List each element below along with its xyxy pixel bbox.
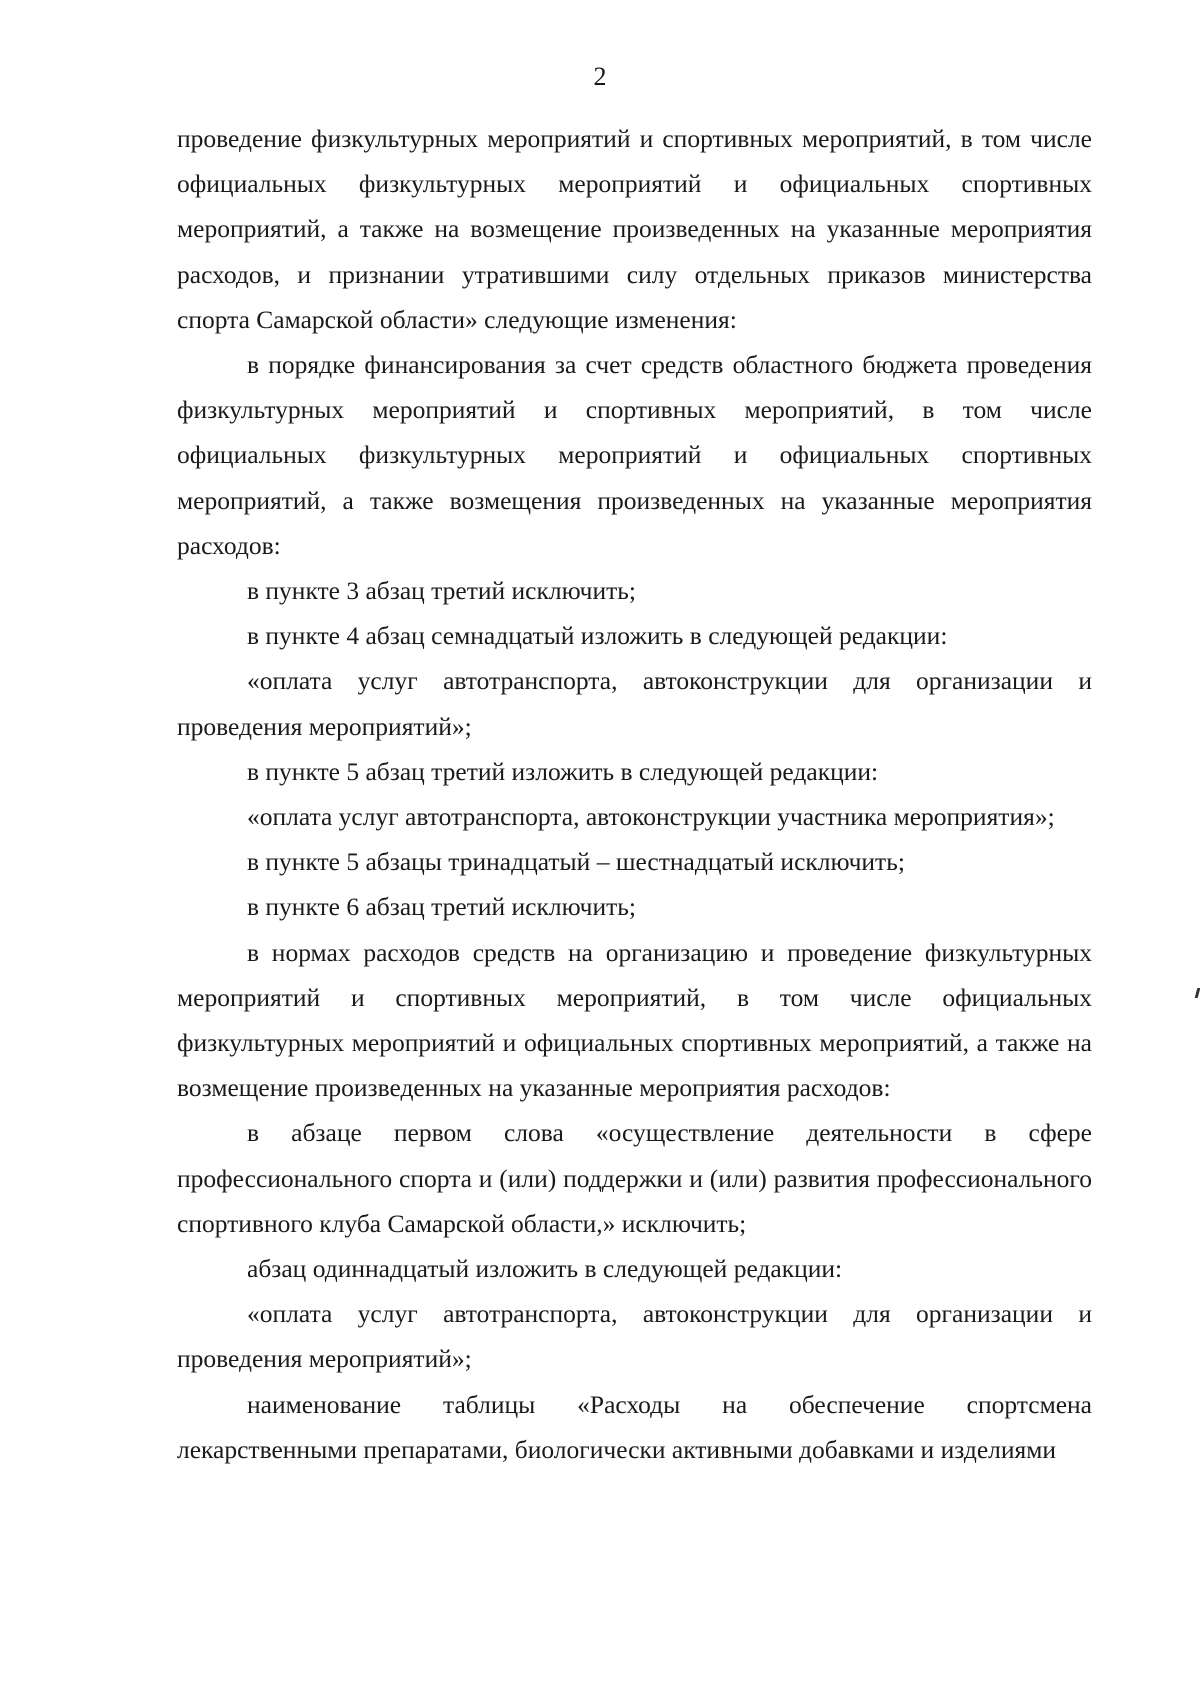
paragraph-13: «оплата услуг автотранспорта, автоконструкции для организации и проведения мероприятий»; <box>177 1299 1092 1374</box>
paragraph-8: в пункте 5 абзацы тринадцатый – шестнадцатый исключить; <box>247 847 905 877</box>
paragraph-3: в пункте 3 абзац третий исключить; <box>247 576 636 606</box>
paragraph-14: наименование таблицы «Расходы на обеспечение спортсмена лекарственными препаратами, биологически активными добавками и изделиями <box>177 1389 1092 1464</box>
paragraph-2: в порядке финансирования за счет средств областного бюджета проведения физкультурных мероприятий и спортивных мероприятий, в том числе официальных физкультурных мероприятий и официальных спортивных мероприятий, а также возмещения произведенных на указанные мероприятия расходов: <box>177 350 1092 560</box>
paragraph-1: проведение физкультурных мероприятий и спортивных мероприятий, в том числе официальных физкультурных мероприятий и официальных спортивных мероприятий, а также на возмещение произведенных на указанные мероприятия расходов, и признании утратившими силу отдельных приказов министерства спорта Самарской области» следующие изменения: <box>177 124 1092 334</box>
paragraph-7: «оплата услуг автотранспорта, автоконструкции участника мероприятия»; <box>247 802 1055 832</box>
scan-artifact-mark <box>1195 988 1200 998</box>
paragraph-9: в пункте 6 абзац третий исключить; <box>247 892 636 922</box>
paragraph-5: «оплата услуг автотранспорта, автоконструкции для организации и проведения мероприятий»; <box>177 666 1092 741</box>
document-body <box>177 116 1092 1472</box>
paragraph-12: абзац одиннадцатый изложить в следующей редакции: <box>247 1254 843 1284</box>
paragraph-11: в абзаце первом слова «осуществление деятельности в сфере профессионального спорта и (или) поддержки и (или) развития профессионального спортивного клуба Самарской области,» исключить; <box>177 1118 1092 1238</box>
page-number: 2 <box>593 62 607 91</box>
paragraph-10: в нормах расходов средств на организацию и проведение физкультурных мероприятий и спортивных мероприятий, в том числе официальных физкультурных мероприятий и официальных спортивных мероприятий, а также на возмещение произведенных на указанные мероприятия расходов: <box>177 937 1092 1103</box>
paragraph-4: в пункте 4 абзац семнадцатый изложить в следующей редакции: <box>247 621 948 651</box>
paragraph-6: в пункте 5 абзац третий изложить в следующей редакции: <box>247 756 879 786</box>
